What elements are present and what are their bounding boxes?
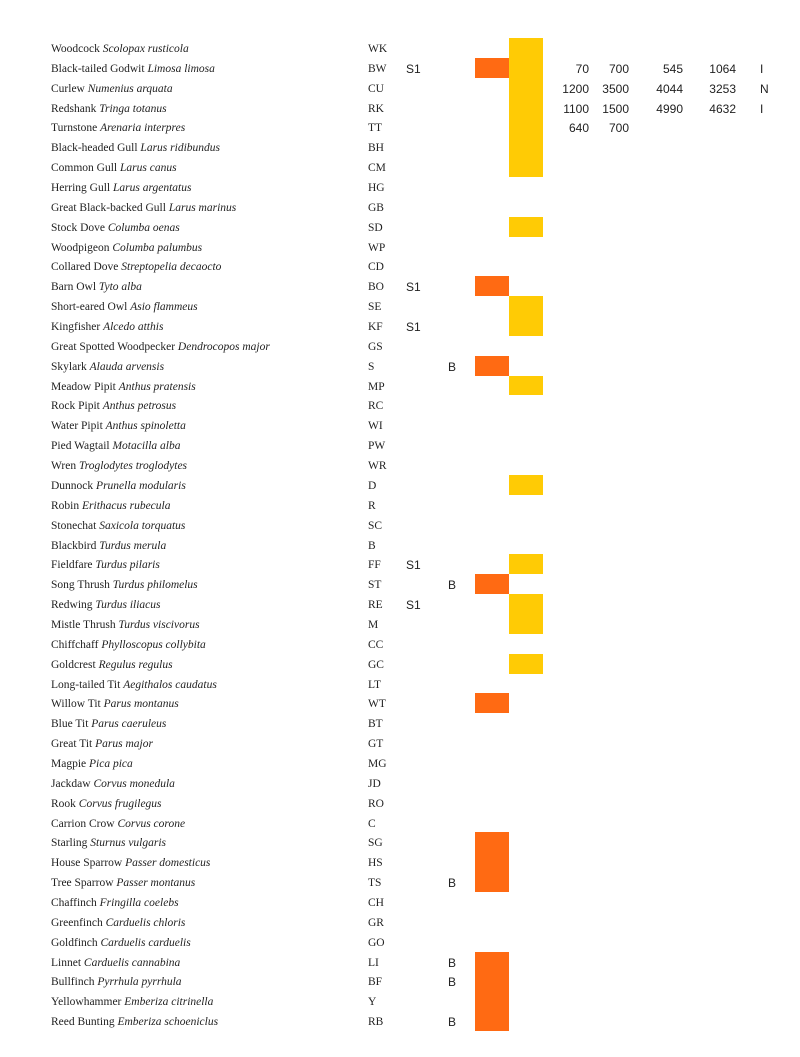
species-name (51, 917, 185, 929)
species-code: TT (368, 122, 383, 135)
species-name (51, 63, 215, 75)
species-row (0, 596, 800, 616)
amber-bar (509, 554, 543, 574)
species-code: CH (368, 896, 384, 909)
species-row (0, 437, 800, 457)
species-row (0, 854, 800, 874)
species-name (51, 460, 187, 472)
species-name (51, 420, 186, 432)
species-name (51, 1016, 218, 1028)
species-name (51, 778, 175, 790)
species-row (0, 179, 800, 199)
red-bar (475, 356, 509, 376)
common-name: Long-tailed Tit (51, 678, 124, 691)
count-value: 1500 (602, 101, 629, 116)
species-name (51, 659, 173, 671)
latin-name: Anthus pratensis (118, 380, 196, 393)
latin-name: Streptopelia decaocto (121, 261, 222, 274)
common-name: Song Thrush (51, 579, 113, 592)
latin-name: Tringa totanus (99, 102, 167, 115)
species-row (0, 239, 800, 259)
species-code: LI (368, 956, 379, 969)
species-row (0, 517, 800, 537)
species-name (51, 897, 179, 909)
species-name (51, 480, 186, 492)
common-name: Great Tit (51, 738, 96, 751)
species-name (51, 976, 182, 988)
species-row (0, 874, 800, 894)
species-code: GS (368, 340, 383, 353)
species-code: GC (368, 658, 384, 671)
common-name: Reed Bunting (51, 1016, 118, 1029)
species-row (0, 397, 800, 417)
species-row (0, 914, 800, 934)
species-code: LT (368, 678, 381, 691)
latin-name: Aegithalos caudatus (123, 678, 217, 691)
species-name (51, 142, 220, 154)
species-name (51, 400, 176, 412)
species-name (51, 679, 217, 691)
species-name (51, 83, 173, 95)
latin-name: Carduelis carduelis (100, 936, 191, 949)
common-name: Bullfinch (51, 976, 98, 989)
common-name: Linnet (51, 956, 84, 969)
species-row (0, 338, 800, 358)
species-code: BW (368, 62, 387, 75)
common-name: Redwing (51, 599, 96, 612)
species-name (51, 500, 170, 512)
species-name (51, 242, 202, 254)
species-name (51, 162, 177, 174)
species-code: GB (368, 201, 384, 214)
count-value: 3253 (709, 81, 736, 96)
red-bar (475, 693, 509, 713)
latin-name: Dendrocopos major (177, 340, 270, 353)
species-code: WR (368, 460, 387, 473)
common-name: Great Black-backed Gull (51, 201, 169, 214)
species-code: BF (368, 976, 383, 989)
latin-name: Parus montanus (103, 698, 179, 711)
species-code: S (368, 360, 375, 373)
species-row (0, 40, 800, 60)
species-code: HG (368, 182, 385, 195)
species-code: Y (368, 996, 377, 1009)
species-code: WK (368, 43, 388, 55)
species-code: RB (368, 1016, 384, 1029)
species-row (0, 576, 800, 596)
count-value: 1100 (563, 101, 589, 116)
latin-name: Carduelis chloris (105, 916, 186, 929)
species-row (0, 993, 800, 1013)
species-row (0, 676, 800, 696)
common-name: House Sparrow (51, 857, 126, 870)
species-name (51, 877, 195, 889)
common-name: Stock Dove (51, 221, 108, 234)
species-name (51, 202, 236, 214)
species-code: RC (368, 400, 384, 413)
latin-name: Alauda arvensis (89, 360, 165, 373)
species-code: MG (368, 757, 387, 770)
species-row (0, 894, 800, 914)
species-code: SD (368, 221, 383, 234)
count-value: 70 (575, 61, 589, 76)
species-code: WP (368, 241, 386, 254)
latin-name: Numenius arquata (87, 82, 173, 95)
species-row (0, 616, 800, 636)
species-row (0, 318, 800, 338)
latin-name: Pyrrhula pyrrhula (97, 976, 182, 989)
species-row (0, 636, 800, 656)
species-name (51, 798, 162, 810)
species-code: CC (368, 638, 384, 651)
species-name (51, 520, 185, 532)
common-name: Black-headed Gull (51, 142, 141, 155)
species-code: BH (368, 142, 384, 155)
amber-bar (509, 654, 543, 674)
common-name: Turnstone (51, 122, 101, 135)
species-name (51, 957, 180, 969)
common-name: Mistle Thrush (51, 618, 119, 631)
latin-name: Emberiza citrinella (124, 996, 214, 1009)
species-code: CU (368, 82, 384, 95)
species-row (0, 795, 800, 815)
breeding-label: B (448, 975, 457, 990)
amber-bar (509, 376, 543, 396)
species-row (0, 934, 800, 954)
latin-name: Turdus pilaris (95, 559, 160, 572)
species-code: RO (368, 797, 384, 810)
latin-name: Parus caeruleus (91, 718, 167, 731)
breeding-label: B (448, 955, 457, 970)
status-label: S1 (406, 320, 421, 335)
species-row (0, 278, 800, 298)
latin-name: Anthus petrosus (102, 400, 177, 413)
latin-name: Alcedo atthis (103, 321, 164, 334)
species-name (51, 639, 206, 651)
common-name: Blackbird (51, 539, 100, 552)
species-row (0, 139, 800, 159)
common-name: Willow Tit (51, 698, 104, 711)
species-code: MP (368, 380, 385, 393)
latin-name: Tyto alba (98, 281, 142, 294)
species-code: R (368, 499, 376, 512)
species-name (51, 738, 153, 750)
species-row (0, 715, 800, 735)
species-row (0, 199, 800, 219)
species-name (51, 540, 166, 552)
count-value: 1200 (562, 81, 589, 96)
latin-name: Phylloscopus collybita (101, 638, 206, 651)
count-value: 3500 (602, 81, 629, 96)
latin-name: Anthus spinoletta (105, 420, 186, 433)
species-code: SG (368, 837, 383, 850)
common-name: Chiffchaff (51, 638, 102, 651)
species-name (51, 698, 179, 710)
latin-name: Larus canus (120, 162, 177, 175)
breeding-label: B (448, 578, 457, 593)
latin-name: Larus marinus (168, 201, 237, 214)
common-name: Chaffinch (51, 896, 100, 909)
species-name (51, 43, 189, 55)
count-value: 700 (608, 121, 629, 136)
species-name (51, 341, 270, 353)
species-code: SE (368, 301, 382, 314)
species-code: RK (368, 102, 384, 115)
species-name (51, 818, 185, 830)
count-value: 640 (568, 121, 589, 136)
count-value: 4632 (709, 101, 736, 116)
latin-name: Motacilla alba (112, 440, 181, 453)
species-code: CD (368, 261, 384, 274)
amber-bar (509, 594, 543, 634)
species-row (0, 457, 800, 477)
species-row (0, 537, 800, 557)
common-name: Black-tailed Godwit (51, 62, 148, 75)
common-name: Stonechat (51, 519, 100, 532)
red-bar (475, 832, 509, 892)
species-code: CM (368, 162, 386, 175)
latin-name: Troglodytes troglodytes (78, 460, 188, 473)
common-name: Redshank (51, 102, 100, 115)
species-name (51, 381, 196, 393)
species-row (0, 298, 800, 318)
species-name (51, 261, 221, 273)
species-name (51, 559, 160, 571)
common-name: Kingfisher (51, 321, 104, 334)
trend-flag: I (760, 61, 764, 76)
common-name: Magpie (51, 757, 90, 770)
species-row (0, 219, 800, 239)
species-name (51, 321, 163, 333)
species-row (0, 755, 800, 775)
latin-name: Turdus merula (99, 539, 167, 552)
status-label: S1 (406, 558, 421, 573)
species-row (0, 477, 800, 497)
common-name: Greenfinch (51, 916, 106, 929)
common-name: Blue Tit (51, 718, 92, 731)
count-value: 545 (662, 61, 683, 76)
species-name (51, 718, 166, 730)
common-name: Jackdaw (51, 777, 94, 790)
species-row (0, 973, 800, 993)
species-name (51, 996, 213, 1008)
common-name: Common Gull (51, 162, 121, 175)
species-name (51, 301, 198, 313)
species-row (0, 834, 800, 854)
species-name (51, 619, 200, 631)
breeding-label: B (448, 1015, 457, 1030)
species-code: KF (368, 321, 383, 334)
latin-name: Columba oenas (107, 221, 180, 234)
species-name (51, 440, 181, 452)
common-name: Woodpigeon (51, 241, 113, 254)
species-row (0, 775, 800, 795)
species-code: M (368, 618, 379, 631)
species-row (0, 358, 800, 378)
amber-bar (509, 296, 543, 336)
species-row (0, 159, 800, 179)
species-row (0, 556, 800, 576)
common-name: Barn Owl (51, 281, 99, 294)
species-row (0, 119, 800, 139)
common-name: Wren (51, 460, 79, 473)
latin-name: Corvus frugilegus (78, 797, 162, 810)
latin-name: Sturnus vulgaris (90, 837, 167, 850)
red-bar (475, 58, 509, 78)
amber-bar (509, 58, 543, 177)
common-name: Short-eared Owl (51, 301, 131, 314)
status-label: S1 (406, 598, 421, 613)
species-code: ST (368, 579, 382, 592)
breeding-label: B (448, 876, 457, 891)
common-name: Rock Pipit (51, 400, 103, 413)
species-code: D (368, 479, 377, 492)
count-value: 700 (608, 61, 629, 76)
common-name: Woodcock (51, 43, 103, 55)
latin-name: Corvus monedula (93, 777, 175, 790)
species-code: FF (368, 559, 381, 572)
common-name: Fieldfare (51, 559, 96, 572)
species-row (0, 695, 800, 715)
common-name: Meadow Pipit (51, 380, 119, 393)
species-name (51, 857, 210, 869)
species-code: GR (368, 916, 384, 929)
common-name: Pied Wagtail (51, 440, 113, 453)
species-row (0, 815, 800, 835)
common-name: Great Spotted Woodpecker (51, 340, 178, 353)
common-name: Collared Dove (51, 261, 122, 274)
latin-name: Prunella modularis (96, 479, 186, 492)
latin-name: Turdus philomelus (112, 579, 198, 592)
species-code: TS (368, 877, 382, 890)
species-name (51, 758, 133, 770)
species-name (51, 182, 191, 194)
latin-name: Columba palumbus (112, 241, 203, 254)
species-name (51, 103, 167, 115)
common-name: Robin (51, 499, 82, 512)
species-code: PW (368, 440, 386, 453)
species-code: HS (368, 857, 383, 870)
red-bar (475, 952, 509, 1031)
species-row (0, 954, 800, 974)
species-code: SC (368, 519, 383, 532)
species-code: BO (368, 281, 384, 294)
species-row (0, 1013, 800, 1033)
common-name: Goldfinch (51, 936, 101, 949)
latin-name: Erithacus rubecula (82, 499, 171, 512)
latin-name: Passer montanus (116, 877, 196, 890)
common-name: Herring Gull (51, 182, 113, 195)
common-name: Yellowhammer (51, 996, 125, 1009)
species-name (51, 579, 198, 591)
latin-name: Limosa limosa (147, 62, 215, 75)
latin-name: Turdus viscivorus (118, 618, 200, 631)
species-code: WI (368, 420, 383, 433)
common-name: Dunnock (51, 479, 97, 492)
latin-name: Parus major (95, 738, 153, 751)
latin-name: Regulus regulus (98, 658, 173, 671)
common-name: Goldcrest (51, 658, 99, 671)
species-name (51, 122, 185, 134)
common-name: Starling (51, 837, 91, 850)
red-bar (475, 574, 509, 594)
latin-name: Larus ridibundus (140, 142, 220, 155)
species-code: GT (368, 738, 384, 751)
amber-bar (509, 38, 543, 58)
species-row (0, 417, 800, 437)
species-name (51, 222, 180, 234)
trend-flag: I (760, 101, 764, 116)
common-name: Curlew (51, 82, 88, 95)
species-code: RE (368, 599, 383, 612)
count-value: 4990 (656, 101, 683, 116)
latin-name: Corvus corone (117, 817, 186, 830)
species-name (51, 361, 164, 373)
species-name (51, 599, 160, 611)
latin-name: Arenaria interpres (100, 122, 186, 135)
species-code: WT (368, 698, 386, 711)
latin-name: Saxicola torquatus (99, 519, 186, 532)
species-code: BT (368, 718, 383, 731)
status-label: S1 (406, 61, 421, 76)
species-row (0, 258, 800, 278)
species-row (0, 497, 800, 517)
common-name: Rook (51, 797, 79, 810)
common-name: Skylark (51, 360, 90, 373)
latin-name: Larus argentatus (112, 182, 192, 195)
latin-name: Asio flammeus (130, 301, 198, 314)
status-label: S1 (406, 280, 421, 295)
latin-name: Fringilla coelebs (99, 896, 179, 909)
trend-flag: N (760, 81, 769, 96)
species-row (0, 735, 800, 755)
latin-name: Passer domesticus (125, 857, 211, 870)
species-row (0, 656, 800, 676)
count-value: 1064 (709, 61, 736, 76)
latin-name: Turdus iliacus (95, 599, 161, 612)
red-bar (475, 276, 509, 296)
species-code: JD (368, 777, 381, 790)
latin-name: Carduelis cannabina (83, 956, 181, 969)
amber-bar (509, 475, 543, 495)
species-code: C (368, 817, 376, 830)
species-code: GO (368, 936, 385, 949)
species-name (51, 281, 142, 293)
common-name: Tree Sparrow (51, 877, 117, 890)
species-row (0, 378, 800, 398)
breeding-label: B (448, 359, 457, 374)
latin-name: Pica pica (89, 757, 133, 770)
species-code: B (368, 539, 376, 552)
latin-name: Scolopax rusticola (102, 43, 189, 55)
latin-name: Emberiza schoeniclus (117, 1016, 219, 1029)
species-name (51, 937, 191, 949)
common-name: Carrion Crow (51, 817, 118, 830)
species-name (51, 837, 166, 849)
amber-bar (509, 217, 543, 237)
common-name: Water Pipit (51, 420, 106, 433)
count-value: 4044 (656, 81, 683, 96)
